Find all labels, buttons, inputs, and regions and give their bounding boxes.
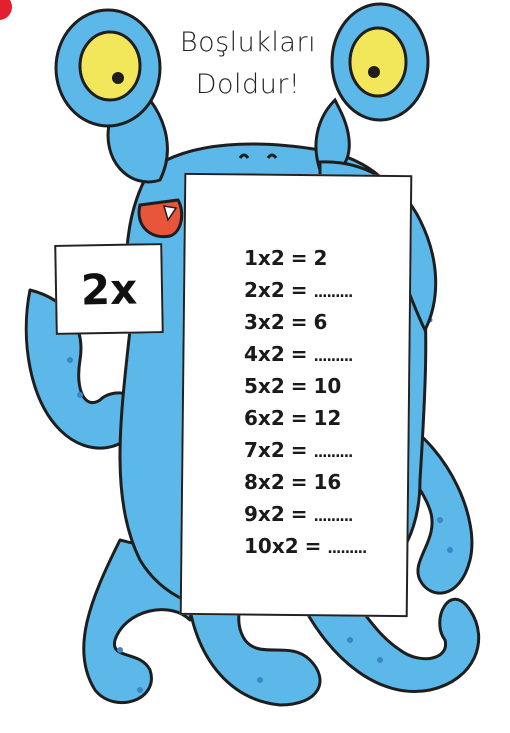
answer-blank[interactable]: ......... [313, 445, 353, 461]
equation-row [244, 306, 414, 338]
expression: 3x2 [244, 310, 285, 334]
equals-sign: = [290, 406, 308, 430]
equals-sign: = [290, 438, 308, 462]
expression: 2x2 [244, 278, 285, 302]
equation-row [244, 242, 414, 274]
left-eye [80, 32, 140, 100]
answer: 6 [313, 310, 328, 334]
answer: 12 [313, 406, 342, 430]
tongue [139, 200, 182, 237]
expression: 5x2 [244, 374, 285, 398]
equals-sign: = [290, 342, 308, 366]
answer-blank[interactable]: ......... [313, 509, 353, 525]
multiplication-list [244, 242, 414, 562]
answer-blank[interactable]: ......... [313, 285, 353, 301]
equals-sign: = [290, 310, 308, 334]
answer-blank[interactable]: ......... [313, 349, 353, 365]
equation-row [244, 370, 414, 402]
right-eye [350, 28, 406, 96]
equation-row [244, 466, 414, 498]
expression: 10x2 [244, 534, 299, 558]
equals-sign: = [290, 470, 308, 494]
equation-row [244, 498, 414, 530]
equals-sign: = [290, 278, 308, 302]
times-table-card: 2x [54, 243, 164, 335]
expression: 7x2 [244, 438, 285, 462]
expression: 4x2 [244, 342, 285, 366]
expression: 1x2 [244, 246, 285, 270]
equals-sign: = [304, 534, 322, 558]
title-line-2: Doldur! [195, 69, 301, 100]
equals-sign: = [290, 374, 308, 398]
equals-sign: = [290, 246, 308, 270]
expression: 6x2 [244, 406, 285, 430]
answer: 16 [313, 470, 342, 494]
equation-row [244, 530, 414, 562]
equation-row [244, 402, 414, 434]
equation-row [244, 274, 414, 306]
expression: 9x2 [244, 502, 285, 526]
answer: 10 [313, 374, 342, 398]
page-title [158, 22, 338, 106]
equation-row [244, 338, 414, 370]
equals-sign: = [290, 502, 308, 526]
answer: 2 [313, 246, 328, 270]
expression: 8x2 [244, 470, 285, 494]
answer-blank[interactable]: ......... [327, 541, 367, 557]
title-line-1: Boşlukları [179, 27, 317, 58]
equation-row [244, 434, 414, 466]
